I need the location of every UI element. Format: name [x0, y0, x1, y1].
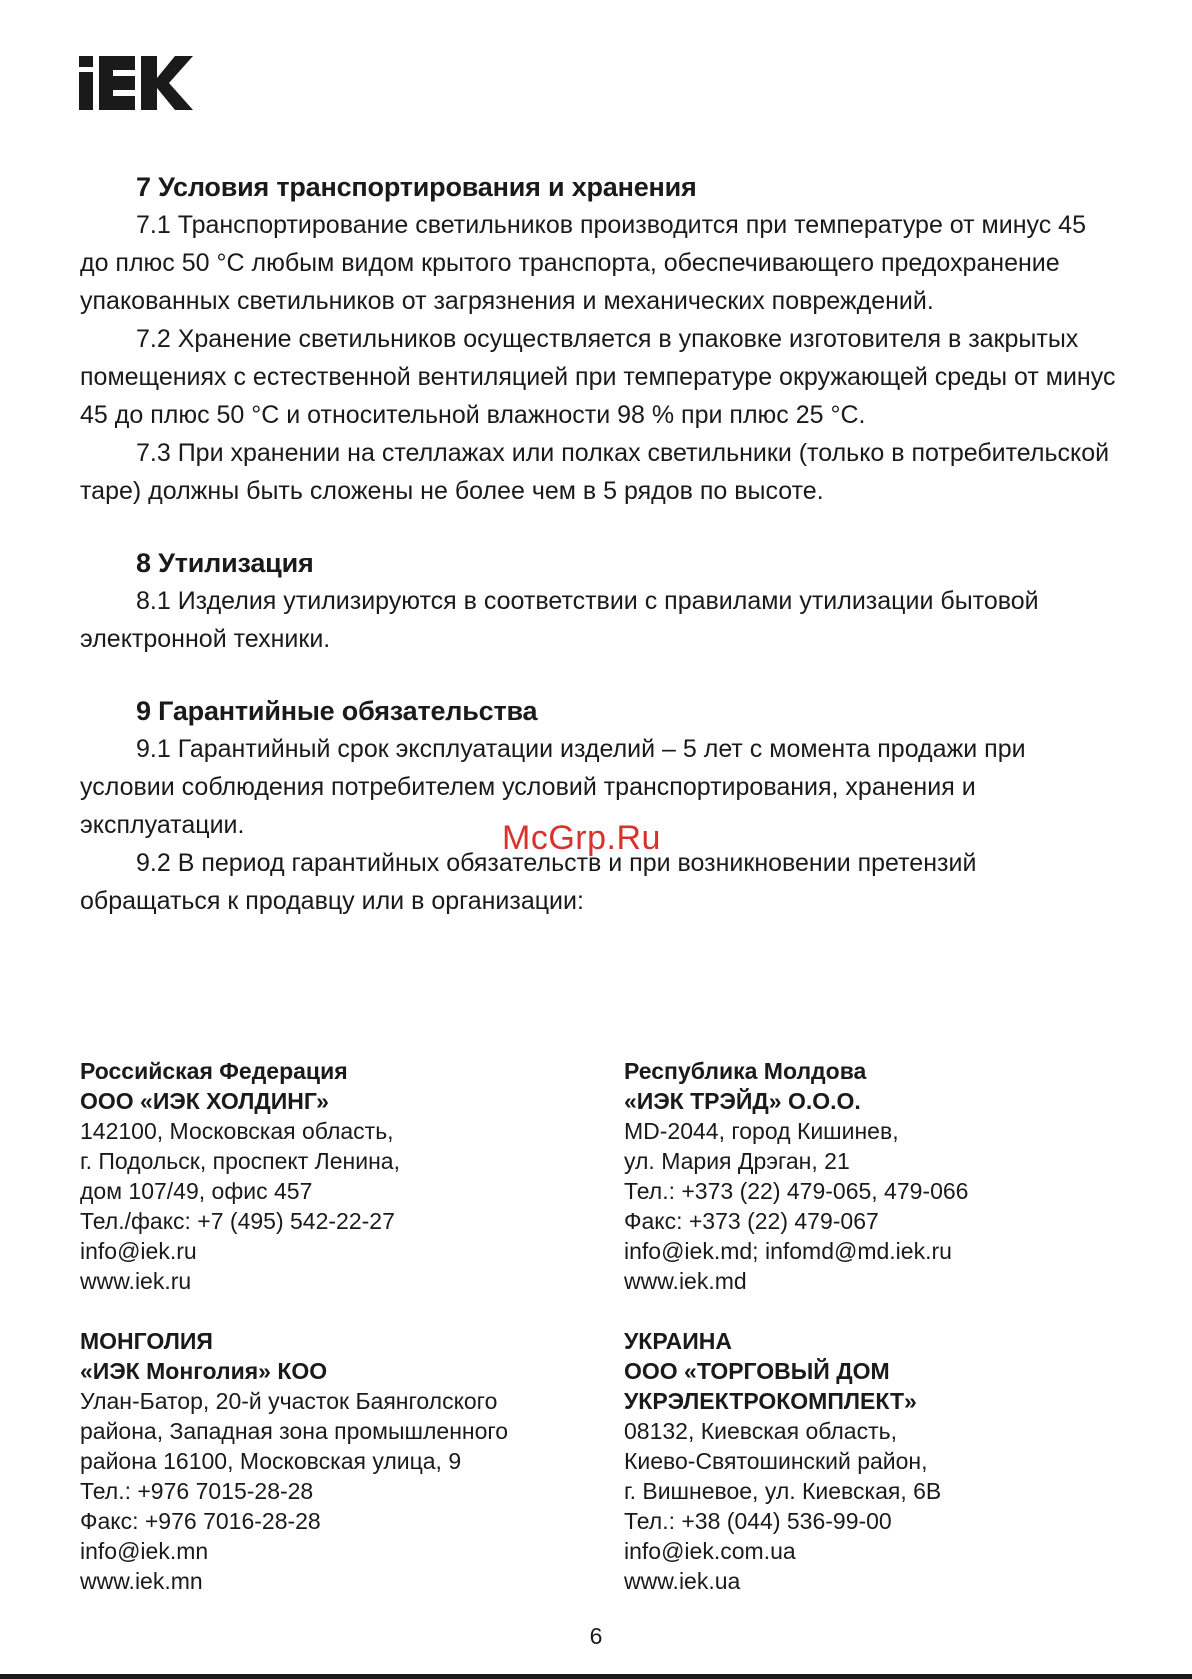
section-disposal	[80, 544, 1120, 658]
section-transport-storage	[80, 168, 1120, 510]
contact-phone: Тел./факс: +7 (495) 542-22-27	[80, 1208, 395, 1234]
contact-ukraine	[624, 1326, 1164, 1596]
contact-phone: Тел.: +38 (044) 536-99-00	[624, 1508, 892, 1534]
contact-mongolia	[80, 1326, 620, 1596]
contact-phone: Тел.: +373 (22) 479-065, 479-066	[624, 1178, 969, 1204]
contact-country: УКРАИНА	[624, 1328, 733, 1354]
paragraph: 7.1 Транспортирование светильников производится при температуре от минус 45 до плюс 50 °C любым видом крытого транспорта, обеспечивающего предохранение упакованных светильников от загрязнения и механических повреждений.	[80, 211, 1086, 315]
paragraph: 7.2 Хранение светильников осуществляется в упаковке изготовителя в закрытых помещениях с естественной вентиляцией при температуре окружающей среды от минус 45 до плюс 50 °C и относительной влажности 98 % при плюс 25 °C.	[80, 325, 1116, 429]
iek-logo-icon	[79, 56, 193, 110]
contact-email: info@iek.md; infomd@md.iek.ru	[624, 1238, 952, 1264]
contact-company: ООО «ТОРГОВЫЙ ДОМ	[624, 1358, 890, 1384]
contact-company: УКРЭЛЕКТРОКОМПЛЕКТ»	[624, 1388, 917, 1414]
contact-line: 142100, Московская область,	[80, 1118, 394, 1144]
contact-company: «ИЭК ТРЭЙД» О.О.О.	[624, 1088, 861, 1114]
contact-line: района 16100, Московская улица, 9	[80, 1448, 462, 1474]
contact-company: «ИЭК Монголия» КОО	[80, 1358, 328, 1384]
contact-country: Республика Молдова	[624, 1058, 867, 1084]
bottom-divider	[0, 1674, 1192, 1679]
contact-line: дом 107/49, офис 457	[80, 1178, 313, 1204]
contact-phone: Тел.: +976 7015-28-28	[80, 1478, 314, 1504]
section-title: 8 Утилизация	[136, 548, 314, 578]
contact-email: info@iek.com.ua	[624, 1538, 796, 1564]
contact-line: MD-2044, город Кишинев,	[624, 1118, 899, 1144]
contact-russia	[80, 1056, 620, 1296]
contact-website: www.iek.ua	[624, 1568, 741, 1594]
contact-line: г. Вишневое, ул. Киевская, 6В	[624, 1478, 942, 1504]
contact-line: 08132, Киевская область,	[624, 1418, 897, 1444]
contact-email: info@iek.mn	[80, 1538, 209, 1564]
contact-moldova	[624, 1056, 1164, 1296]
contact-company: ООО «ИЭК ХОЛДИНГ»	[80, 1088, 329, 1114]
contact-line: г. Подольск, проспект Ленина,	[80, 1148, 400, 1174]
paragraph: 9.1 Гарантийный срок эксплуатации изделий – 5 лет с момента продажи при условии соблюдения потребителем условий транспортирования, хранения и эксплуатации.	[80, 735, 1026, 839]
contact-website: www.iek.md	[624, 1268, 747, 1294]
contact-line: Киево-Святошинский район,	[624, 1448, 928, 1474]
contact-website: www.iek.ru	[80, 1268, 192, 1294]
section-warranty	[80, 692, 1120, 920]
contact-country: МОНГОЛИЯ	[80, 1328, 213, 1354]
contact-line: района, Западная зона промышленного	[80, 1418, 509, 1444]
contact-website: www.iek.mn	[80, 1568, 203, 1594]
contact-country: Российская Федерация	[80, 1058, 348, 1084]
iek-logo	[79, 56, 193, 110]
section-title: 7 Условия транспортирования и хранения	[136, 172, 697, 202]
paragraph: 9.2 В период гарантийных обязательств и при возникновении претензий обращаться к продавцу или в организации:	[80, 849, 977, 915]
section-title: 9 Гарантийные обязательства	[136, 696, 538, 726]
paragraph: 8.1 Изделия утилизируются в соответствии с правилами утилизации бытовой электронной техники.	[80, 587, 1039, 653]
contact-fax: Факс: +373 (22) 479-067	[624, 1208, 879, 1234]
main-text	[80, 168, 1120, 920]
paragraph: 7.3 При хранении на стеллажах или полках светильники (только в потребительской таре) должны быть сложены не более чем в 5 рядов по высоте.	[80, 439, 1110, 505]
contact-fax: Факс: +976 7016-28-28	[80, 1508, 321, 1534]
contact-line: ул. Мария Дрэган, 21	[624, 1148, 850, 1174]
contact-email: info@iek.ru	[80, 1238, 197, 1264]
watermark: McGrp.Ru	[502, 819, 661, 857]
contact-line: Улан-Батор, 20-й участок Баянголского	[80, 1388, 498, 1414]
page-number: 6	[589, 1623, 603, 1649]
